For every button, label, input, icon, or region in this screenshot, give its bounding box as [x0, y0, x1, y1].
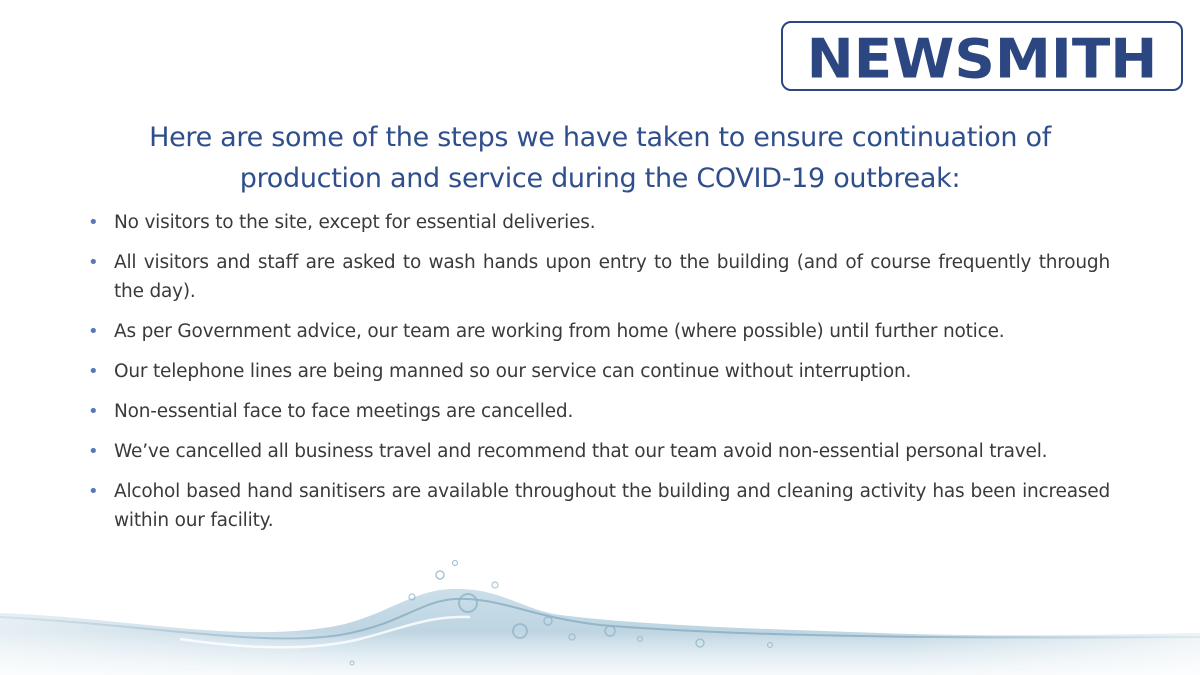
bullet-icon: •	[88, 212, 99, 233]
bullet-text: Non-essential face to face meetings are cancelled.	[114, 401, 574, 422]
bullet-icon: •	[88, 252, 99, 273]
bullet-text: Our telephone lines are being manned so our service can continue without interruption.	[114, 361, 912, 382]
bullet-text: Alcohol based hand sanitisers are available throughout the building and cleaning activity has been increased within our facility.	[114, 481, 1110, 531]
bullet-item	[88, 397, 1110, 426]
title-line-2: production and service during the COVID-19 outbreak:	[239, 163, 961, 194]
bullet-list	[88, 208, 1110, 546]
newsmith-logo	[781, 21, 1183, 91]
bullet-item	[88, 208, 1110, 237]
logo-text: NEWSMITH	[806, 26, 1158, 89]
slide-title	[60, 117, 1140, 199]
bullet-text: No visitors to the site, except for essential deliveries.	[114, 212, 596, 233]
bullet-text: All visitors and staff are asked to wash hands upon entry to the building (and of course frequently through the day).	[114, 252, 1110, 302]
water-edge-fade	[0, 555, 1200, 675]
bullet-icon: •	[88, 361, 99, 382]
bullet-icon: •	[88, 481, 99, 502]
bullet-item	[88, 437, 1110, 466]
bullet-text: As per Government advice, our team are working from home (where possible) until further notice.	[114, 321, 1005, 342]
bullet-icon: •	[88, 321, 99, 342]
title-line-1: Here are some of the steps we have taken to ensure continuation of	[149, 122, 1051, 153]
bullet-text: We’ve cancelled all business travel and recommend that our team avoid non-essential personal travel.	[114, 441, 1048, 462]
bullet-item	[88, 357, 1110, 386]
bullet-icon: •	[88, 401, 99, 422]
newsmith-logo-wordmark	[783, 23, 1181, 89]
bullet-item	[88, 317, 1110, 346]
bullet-item	[88, 477, 1110, 535]
bullet-icon: •	[88, 441, 99, 462]
bullet-item	[88, 248, 1110, 306]
water-splash-graphic	[0, 555, 1200, 675]
